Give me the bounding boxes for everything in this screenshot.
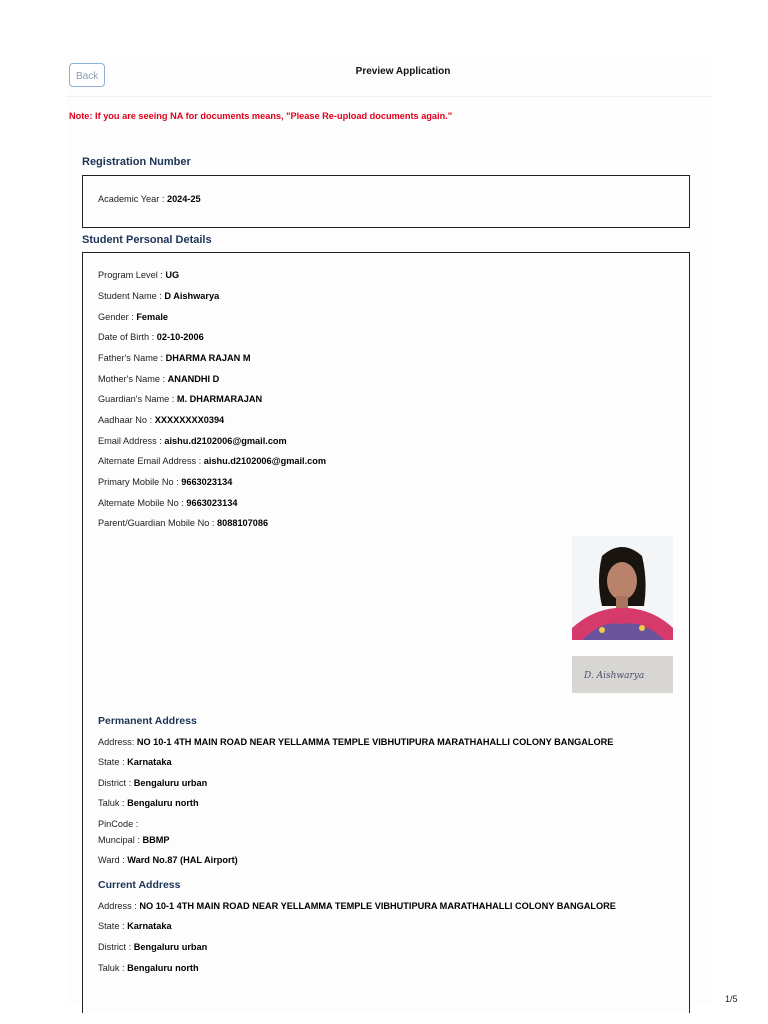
registration-section-title: Registration Number	[82, 156, 191, 168]
current-address-title: Current Address	[98, 879, 181, 891]
permanent-taluk: Taluk : Bengaluru north	[98, 798, 199, 808]
current-state: State : Karnataka	[98, 921, 172, 931]
dob-field: Date of Birth : 02-10-2006	[98, 332, 204, 342]
guardian-name-field: Guardian's Name : M. DHARMARAJAN	[98, 394, 263, 404]
page-number: 1/5	[725, 994, 738, 1004]
field-label: Academic Year :	[98, 194, 167, 204]
permanent-ward: Ward : Ward No.87 (HAL Airport)	[98, 855, 238, 865]
current-district: District : Bengaluru urban	[98, 942, 208, 952]
guardian-mobile-field: Parent/Guardian Mobile No : 8088107086	[98, 518, 269, 528]
field-value: 2024-25	[166, 194, 201, 204]
mother-name-field: Mother's Name : ANANDHI D	[98, 374, 220, 384]
back-button[interactable]: Back	[69, 63, 105, 87]
permanent-pincode: PinCode :	[98, 819, 139, 829]
alternate-mobile-field: Alternate Mobile No : 9663023134	[98, 498, 238, 508]
svg-text:D. Aishwarya: D. Aishwarya	[584, 671, 645, 681]
reupload-note: Note: If you are seeing NA for documents means, "Please Re-upload documents again."	[69, 111, 453, 121]
personal-section-title: Student Personal Details	[82, 234, 212, 246]
permanent-state: State : Karnataka	[98, 757, 172, 767]
portrait-image	[572, 536, 673, 640]
father-name-field: Father's Name : DHARMA RAJAN M	[98, 353, 251, 363]
email-field: Email Address : aishu.d2102006@gmail.com	[98, 436, 287, 446]
current-address-line: Address : NO 10-1 4TH MAIN ROAD NEAR YELLAMMA TEMPLE VIBHUTIPURA MARATHAHALLI COLONY BANGALORE	[98, 901, 616, 911]
student-photo	[572, 536, 673, 640]
page-title: Preview Application	[355, 66, 451, 77]
program-level-field: Program Level : UG	[98, 270, 180, 280]
signature-image	[572, 656, 673, 693]
permanent-address-line: Address: NO 10-1 4TH MAIN ROAD NEAR YELLAMMA TEMPLE VIBHUTIPURA MARATHAHALLI COLONY BANGALORE	[98, 737, 614, 747]
gender-field: Gender : Female	[98, 312, 168, 322]
permanent-district: District : Bengaluru urban	[98, 778, 208, 788]
aadhaar-field: Aadhaar No : XXXXXXXX0394	[98, 415, 225, 425]
student-signature	[572, 656, 673, 693]
alternate-email-field: Alternate Email Address : aishu.d2102006@gmail.com	[98, 456, 327, 466]
permanent-muncipal: Muncipal : BBMP	[98, 835, 170, 845]
permanent-address-title: Permanent Address	[98, 715, 197, 727]
academic-year-field	[98, 194, 201, 204]
header-divider	[66, 96, 712, 97]
current-taluk: Taluk : Bengaluru north	[98, 963, 199, 973]
primary-mobile-field: Primary Mobile No : 9663023134	[98, 477, 233, 487]
student-name-field: Student Name : D Aishwarya	[98, 291, 220, 301]
